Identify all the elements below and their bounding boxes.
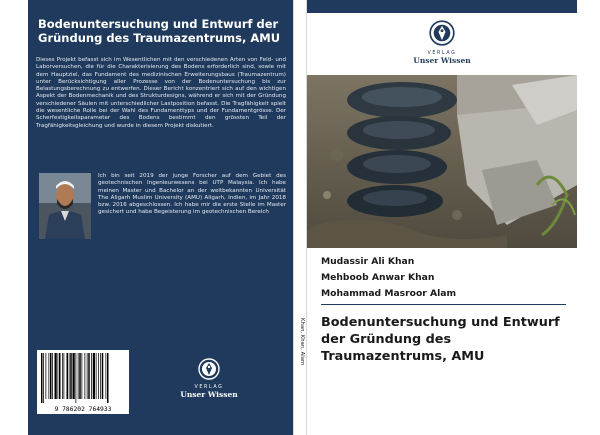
back-publisher-logo bbox=[179, 358, 239, 399]
barcode-bar bbox=[100, 353, 101, 399]
barcode-bar bbox=[43, 353, 44, 403]
front-cover-title: Bodenuntersuchung und Entwurf der Gründung des Traumazentrums, AMU bbox=[321, 315, 560, 364]
publisher-emblem-icon bbox=[429, 20, 455, 46]
barcode-bar bbox=[64, 353, 65, 399]
front-cover bbox=[307, 0, 577, 435]
barcode-bar bbox=[59, 353, 61, 399]
publisher-caption: VERLAG bbox=[194, 385, 224, 390]
barcode-bar bbox=[67, 353, 69, 399]
publisher-name: Unser Wissen bbox=[413, 56, 471, 65]
publisher-emblem-icon bbox=[198, 358, 220, 380]
back-cover bbox=[28, 0, 293, 435]
barcode-bar bbox=[49, 353, 50, 399]
barcode-number: 9 786202 764933 bbox=[54, 406, 112, 413]
author-name: Mehboob Anwar Khan bbox=[321, 272, 435, 283]
barcode-bar bbox=[78, 353, 79, 399]
barcode-bar bbox=[73, 353, 75, 399]
author-photo bbox=[39, 173, 91, 239]
barcode-bar bbox=[46, 353, 47, 399]
front-publisher-logo bbox=[307, 20, 577, 65]
author-name: Mohammad Masroor Alam bbox=[321, 288, 457, 299]
author-portrait-image bbox=[39, 173, 91, 239]
barcode-bar bbox=[96, 353, 97, 399]
barcode-bar bbox=[76, 353, 77, 403]
barcode-bar bbox=[85, 353, 86, 399]
barcode-bar bbox=[52, 353, 53, 399]
barcode-bar bbox=[93, 353, 95, 399]
barcode-bar bbox=[91, 353, 92, 399]
publisher-caption: VERLAG bbox=[427, 51, 457, 56]
title-divider bbox=[321, 304, 566, 305]
barcode-bar bbox=[82, 353, 83, 399]
barcode-bars bbox=[37, 350, 129, 404]
publisher-name: Unser Wissen bbox=[180, 390, 238, 399]
barcode-bar bbox=[98, 353, 99, 399]
barcode-bar bbox=[79, 353, 81, 399]
author-bio: Ich bin seit 2019 der junge Forscher auf dem Gebiet des geotechnischen Ingenieurwesens bei UTP Malaysia. Ich habe meinen Master und Bachelor an der weltbekannten Universität The Aligarh Muslim University (AMU) Aligarh, Indien, im Jahr 2018 bzw. 2016 abgeschlossen. Ich habe mir die erste Stelle im Master gesichert und habe Begeisterung im geotechnischen Bereich bbox=[98, 173, 286, 216]
spine-authors: Khan, Khan, Alam bbox=[299, 318, 305, 366]
soil-sample-photo bbox=[307, 75, 577, 248]
barcode-bar bbox=[41, 353, 43, 403]
barcode-bar bbox=[107, 353, 109, 403]
barcode-bar bbox=[87, 353, 88, 399]
barcode-bar bbox=[55, 353, 57, 399]
barcode-bar bbox=[62, 353, 63, 399]
barcode-bar bbox=[58, 353, 59, 399]
front-top-band bbox=[307, 0, 577, 13]
barcode-bar bbox=[70, 353, 72, 399]
barcode-bar bbox=[102, 353, 104, 399]
barcode-bar bbox=[50, 353, 52, 399]
back-cover-blurb: Dieses Projekt befasst sich im Wesentlichen mit den verschiedenen Arten von Feld- und Laborversuchen, die für die Charakterisierung des Bodens erforderlich sind, sowie mit dem Hauptziel, das Fundament des medizinischen Erweiterungsbaus (Traumazentrum) unter Berücksichtigung aller Prozesse von der Bodenuntersuchung bis zur Belastungsberechnung zu entwerfen. Dieser Bericht konzentriert sich auf den wichtigen Aspekt der Bodenmechanik und des Strukturdesigns, während er sich mit der Gründung verschiedener Säulen mit unterschiedlicher Lastposition befasst. Die Tragfähigkeit spielt die wesentliche Rolle bei der Wahl des Fundamenttyps und der Fundamentgrösse. Der Scherfestigkeitsparameter des Bodens bestimmt den grössten Teil der Tragfähigkeitsgleichung und wurde in diesem Projekt diskutiert. bbox=[36, 57, 286, 129]
book-spine bbox=[293, 0, 307, 435]
barcode-bar bbox=[69, 353, 70, 399]
book-cover-spread bbox=[28, 0, 577, 435]
author-name: Mudassir Ali Khan bbox=[321, 256, 415, 267]
isbn-barcode bbox=[37, 350, 129, 414]
barcode-bar bbox=[106, 353, 107, 399]
barcode-bar bbox=[88, 353, 90, 399]
cover-photo bbox=[307, 75, 577, 248]
front-authors bbox=[321, 254, 571, 302]
back-cover-title: Bodenuntersuchung und Entwurf der Gründung des Traumazentrums, AMU bbox=[38, 17, 281, 45]
